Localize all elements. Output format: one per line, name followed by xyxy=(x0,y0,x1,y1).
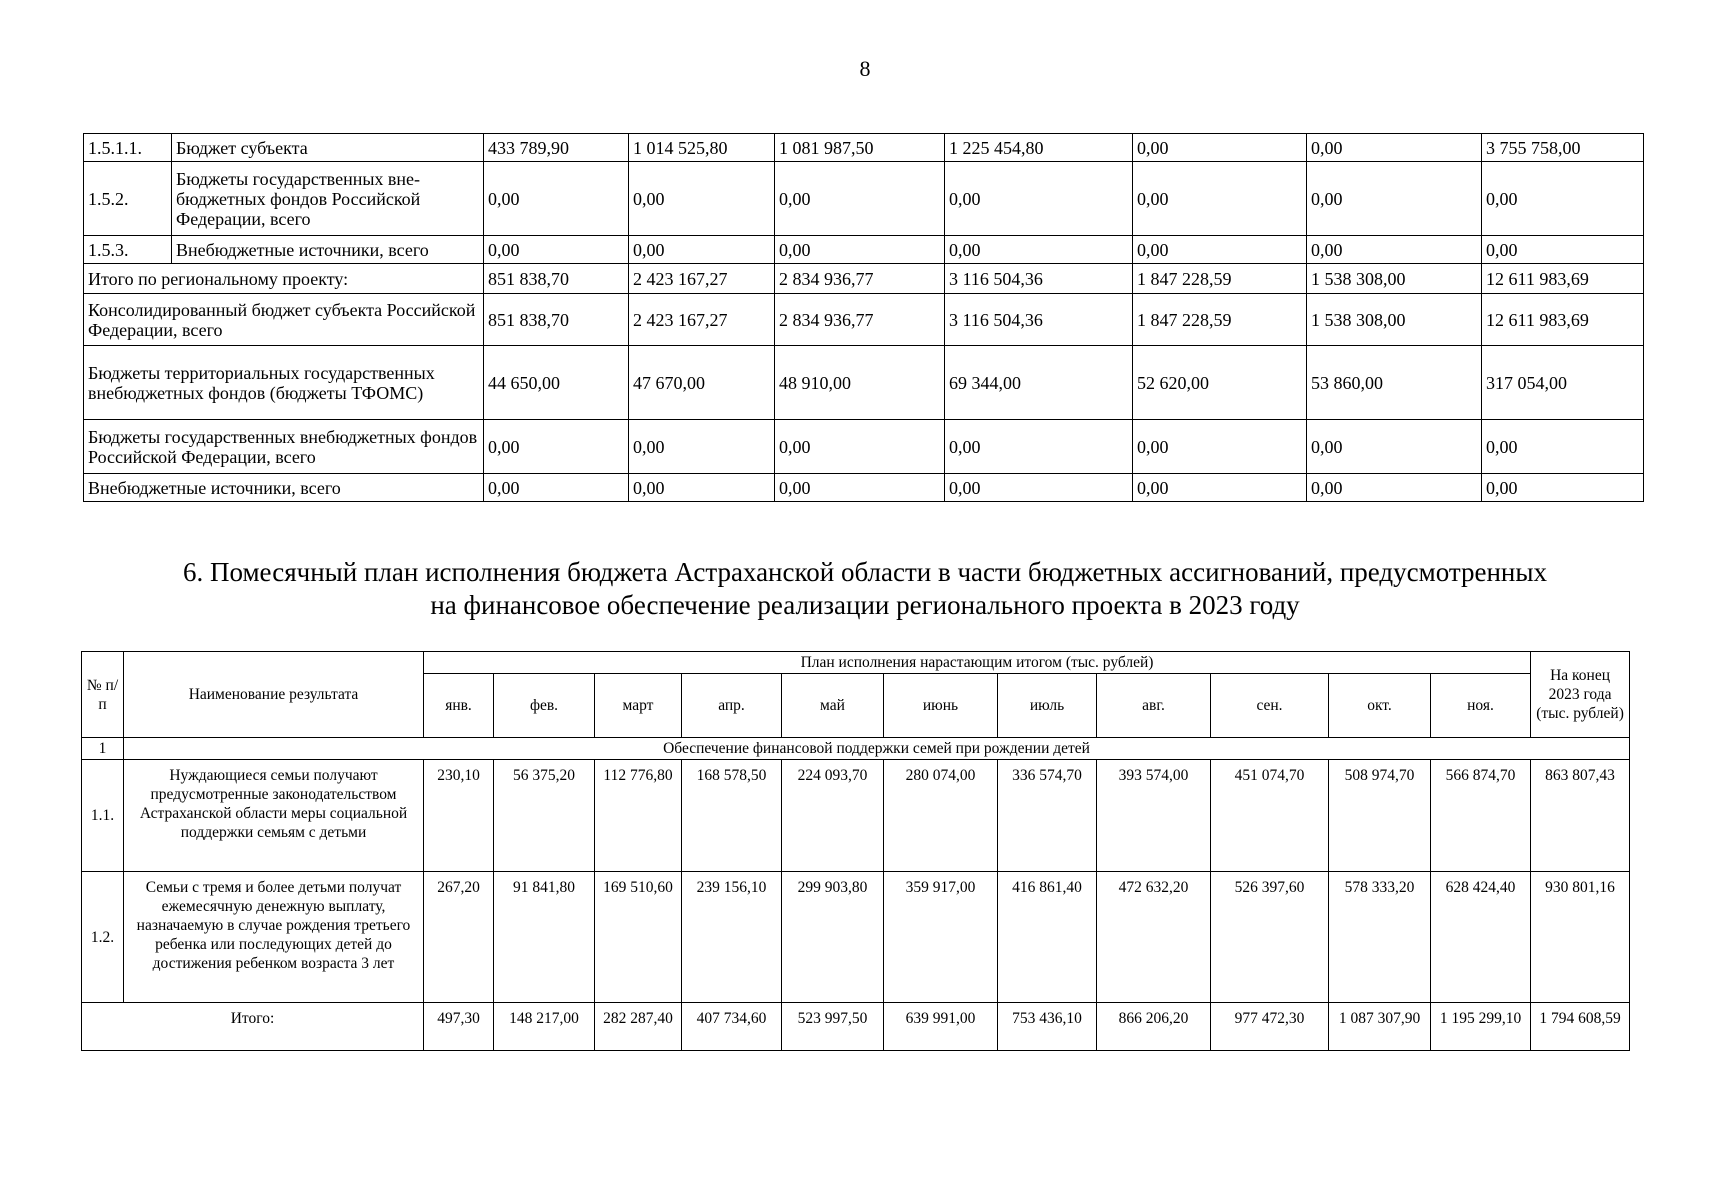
month-header: март xyxy=(595,674,682,738)
value-cell: 2 423 167,27 xyxy=(629,264,775,294)
value-cell: 224 093,70 xyxy=(782,760,884,872)
value-cell: 0,00 xyxy=(945,474,1133,502)
row-name: Бюджеты государственных внебюджетных фондов Российской Федерации, всего xyxy=(84,420,484,474)
total-value: 282 287,40 xyxy=(595,1003,682,1051)
value-cell: 0,00 xyxy=(1307,474,1482,502)
value-cell: 0,00 xyxy=(629,474,775,502)
value-cell: 112 776,80 xyxy=(595,760,682,872)
value-cell: 0,00 xyxy=(1133,474,1307,502)
section-heading-line1: 6. Помесячный план исполнения бюджета Астраханской области в части бюджетных ассигнований, предусмотренных xyxy=(182,557,1548,587)
value-cell: 0,00 xyxy=(1307,236,1482,264)
row-code: 1.5.2. xyxy=(84,162,172,236)
total-value: 407 734,60 xyxy=(682,1003,782,1051)
month-header: май xyxy=(782,674,884,738)
table-row xyxy=(84,162,1644,236)
section-title: Обеспечение финансовой поддержки семей при рождении детей xyxy=(124,738,1630,760)
row-name: Внебюджетные источники, всего xyxy=(84,474,484,502)
row-name: Консолидированный бюджет субъекта Российской Федерации, всего xyxy=(84,294,484,346)
value-cell: 0,00 xyxy=(1307,134,1482,162)
table-row xyxy=(84,346,1644,420)
total-value: 523 997,50 xyxy=(782,1003,884,1051)
value-cell: 0,00 xyxy=(775,474,945,502)
value-cell: 12 611 983,69 xyxy=(1482,294,1644,346)
value-cell: 0,00 xyxy=(1133,134,1307,162)
section-heading-line2: на финансовое обеспечение реализации регионального проекта в 2023 году xyxy=(430,590,1300,620)
value-cell: 91 841,80 xyxy=(494,872,595,1003)
value-cell: 0,00 xyxy=(1133,236,1307,264)
value-cell: 1 225 454,80 xyxy=(945,134,1133,162)
value-cell: 56 375,20 xyxy=(494,760,595,872)
value-cell: 393 574,00 xyxy=(1097,760,1211,872)
value-cell: 433 789,90 xyxy=(484,134,629,162)
month-header: янв. xyxy=(424,674,494,738)
value-cell: 1 538 308,00 xyxy=(1307,294,1482,346)
row-name: Бюджет субъекта xyxy=(172,134,484,162)
month-header: окт. xyxy=(1329,674,1431,738)
value-cell: 0,00 xyxy=(629,162,775,236)
value-cell: 0,00 xyxy=(484,236,629,264)
header-end-of-year: На конец 2023 года (тыс. рублей) xyxy=(1531,652,1630,738)
value-cell: 0,00 xyxy=(629,420,775,474)
value-cell: 0,00 xyxy=(484,474,629,502)
value-cell: 168 578,50 xyxy=(682,760,782,872)
total-value: 639 991,00 xyxy=(884,1003,998,1051)
table-row xyxy=(84,264,1644,294)
value-cell: 52 620,00 xyxy=(1133,346,1307,420)
value-cell: 317 054,00 xyxy=(1482,346,1644,420)
value-cell: 566 874,70 xyxy=(1431,760,1531,872)
value-cell: 0,00 xyxy=(629,236,775,264)
month-header: июль xyxy=(998,674,1097,738)
header-name: Наименование результата xyxy=(124,652,424,738)
value-cell: 2 834 936,77 xyxy=(775,294,945,346)
table-row xyxy=(84,134,1644,162)
value-cell: 239 156,10 xyxy=(682,872,782,1003)
value-cell: 930 801,16 xyxy=(1531,872,1630,1003)
value-cell: 0,00 xyxy=(1307,162,1482,236)
section-heading xyxy=(90,556,1640,622)
total-value: 148 217,00 xyxy=(494,1003,595,1051)
value-cell: 1 847 228,59 xyxy=(1133,264,1307,294)
value-cell: 1 538 308,00 xyxy=(1307,264,1482,294)
total-value: 1 195 299,10 xyxy=(1431,1003,1531,1051)
month-header: сен. xyxy=(1211,674,1329,738)
total-value: 1 794 608,59 xyxy=(1531,1003,1630,1051)
value-cell: 0,00 xyxy=(945,162,1133,236)
value-cell: 1 081 987,50 xyxy=(775,134,945,162)
value-cell: 47 670,00 xyxy=(629,346,775,420)
value-cell: 3 116 504,36 xyxy=(945,294,1133,346)
total-value: 1 087 307,90 xyxy=(1329,1003,1431,1051)
month-header: июнь xyxy=(884,674,998,738)
table-row xyxy=(84,294,1644,346)
row-code: 1.5.3. xyxy=(84,236,172,264)
month-header: фев. xyxy=(494,674,595,738)
value-cell: 44 650,00 xyxy=(484,346,629,420)
header-num: № п/п xyxy=(82,652,124,738)
row-num: 1.1. xyxy=(82,760,124,872)
total-value: 977 472,30 xyxy=(1211,1003,1329,1051)
value-cell: 69 344,00 xyxy=(945,346,1133,420)
total-value: 866 206,20 xyxy=(1097,1003,1211,1051)
value-cell: 48 910,00 xyxy=(775,346,945,420)
table-row xyxy=(84,236,1644,264)
value-cell: 0,00 xyxy=(1482,474,1644,502)
value-cell: 0,00 xyxy=(1307,420,1482,474)
total-value: 497,30 xyxy=(424,1003,494,1051)
value-cell: 169 510,60 xyxy=(595,872,682,1003)
value-cell: 299 903,80 xyxy=(782,872,884,1003)
row-name: Нуждающиеся семьи получают предусмотренные законодательством Астраханской области меры социальной поддержки семьям с детьми xyxy=(124,760,424,872)
table-row xyxy=(84,474,1644,502)
page-number: 8 xyxy=(859,56,871,81)
value-cell: 0,00 xyxy=(1133,162,1307,236)
row-name: Итого по региональному проекту: xyxy=(84,264,484,294)
value-cell: 0,00 xyxy=(1482,236,1644,264)
value-cell: 0,00 xyxy=(1482,162,1644,236)
value-cell: 53 860,00 xyxy=(1307,346,1482,420)
month-header: ноя. xyxy=(1431,674,1531,738)
value-cell: 851 838,70 xyxy=(484,294,629,346)
budget-sources-table xyxy=(83,133,1644,502)
value-cell: 230,10 xyxy=(424,760,494,872)
table-row xyxy=(84,420,1644,474)
value-cell: 628 424,40 xyxy=(1431,872,1531,1003)
value-cell: 3 116 504,36 xyxy=(945,264,1133,294)
month-header: апр. xyxy=(682,674,782,738)
table-row xyxy=(82,872,1630,1003)
value-cell: 0,00 xyxy=(775,162,945,236)
value-cell: 1 847 228,59 xyxy=(1133,294,1307,346)
value-cell: 508 974,70 xyxy=(1329,760,1431,872)
header-row xyxy=(82,652,1630,674)
value-cell: 1 014 525,80 xyxy=(629,134,775,162)
value-cell: 3 755 758,00 xyxy=(1482,134,1644,162)
header-plan: План исполнения нарастающим итогом (тыс. рублей) xyxy=(424,652,1531,674)
row-name: Бюджеты государственных вне-бюджетных фондов Российской Федерации, всего xyxy=(172,162,484,236)
row-name: Семьи с тремя и более детьми получат ежемесячную денежную выплату, назначаемую в случае рождения третьего ребенка или последующих детей до достижения ребенком возраста 3 лет xyxy=(124,872,424,1003)
row-name: Бюджеты территориальных государственных внебюджетных фондов (бюджеты ТФОМС) xyxy=(84,346,484,420)
value-cell: 526 397,60 xyxy=(1211,872,1329,1003)
value-cell: 0,00 xyxy=(775,420,945,474)
row-name: Внебюджетные источники, всего xyxy=(172,236,484,264)
value-cell: 267,20 xyxy=(424,872,494,1003)
value-cell: 472 632,20 xyxy=(1097,872,1211,1003)
value-cell: 12 611 983,69 xyxy=(1482,264,1644,294)
value-cell: 416 861,40 xyxy=(998,872,1097,1003)
total-value: 753 436,10 xyxy=(998,1003,1097,1051)
value-cell: 0,00 xyxy=(1482,420,1644,474)
value-cell: 0,00 xyxy=(484,162,629,236)
table-row xyxy=(82,760,1630,872)
value-cell: 0,00 xyxy=(775,236,945,264)
value-cell: 863 807,43 xyxy=(1531,760,1630,872)
month-header: авг. xyxy=(1097,674,1211,738)
value-cell: 0,00 xyxy=(484,420,629,474)
value-cell: 2 834 936,77 xyxy=(775,264,945,294)
total-label: Итого: xyxy=(82,1003,424,1051)
value-cell: 2 423 167,27 xyxy=(629,294,775,346)
value-cell: 336 574,70 xyxy=(998,760,1097,872)
section-num: 1 xyxy=(82,738,124,760)
section-row xyxy=(82,738,1630,760)
value-cell: 451 074,70 xyxy=(1211,760,1329,872)
value-cell: 0,00 xyxy=(1133,420,1307,474)
row-num: 1.2. xyxy=(82,872,124,1003)
value-cell: 851 838,70 xyxy=(484,264,629,294)
value-cell: 359 917,00 xyxy=(884,872,998,1003)
value-cell: 280 074,00 xyxy=(884,760,998,872)
total-row xyxy=(82,1003,1630,1051)
value-cell: 0,00 xyxy=(945,236,1133,264)
row-code: 1.5.1.1. xyxy=(84,134,172,162)
value-cell: 578 333,20 xyxy=(1329,872,1431,1003)
monthly-plan-table xyxy=(81,651,1630,1051)
value-cell: 0,00 xyxy=(945,420,1133,474)
